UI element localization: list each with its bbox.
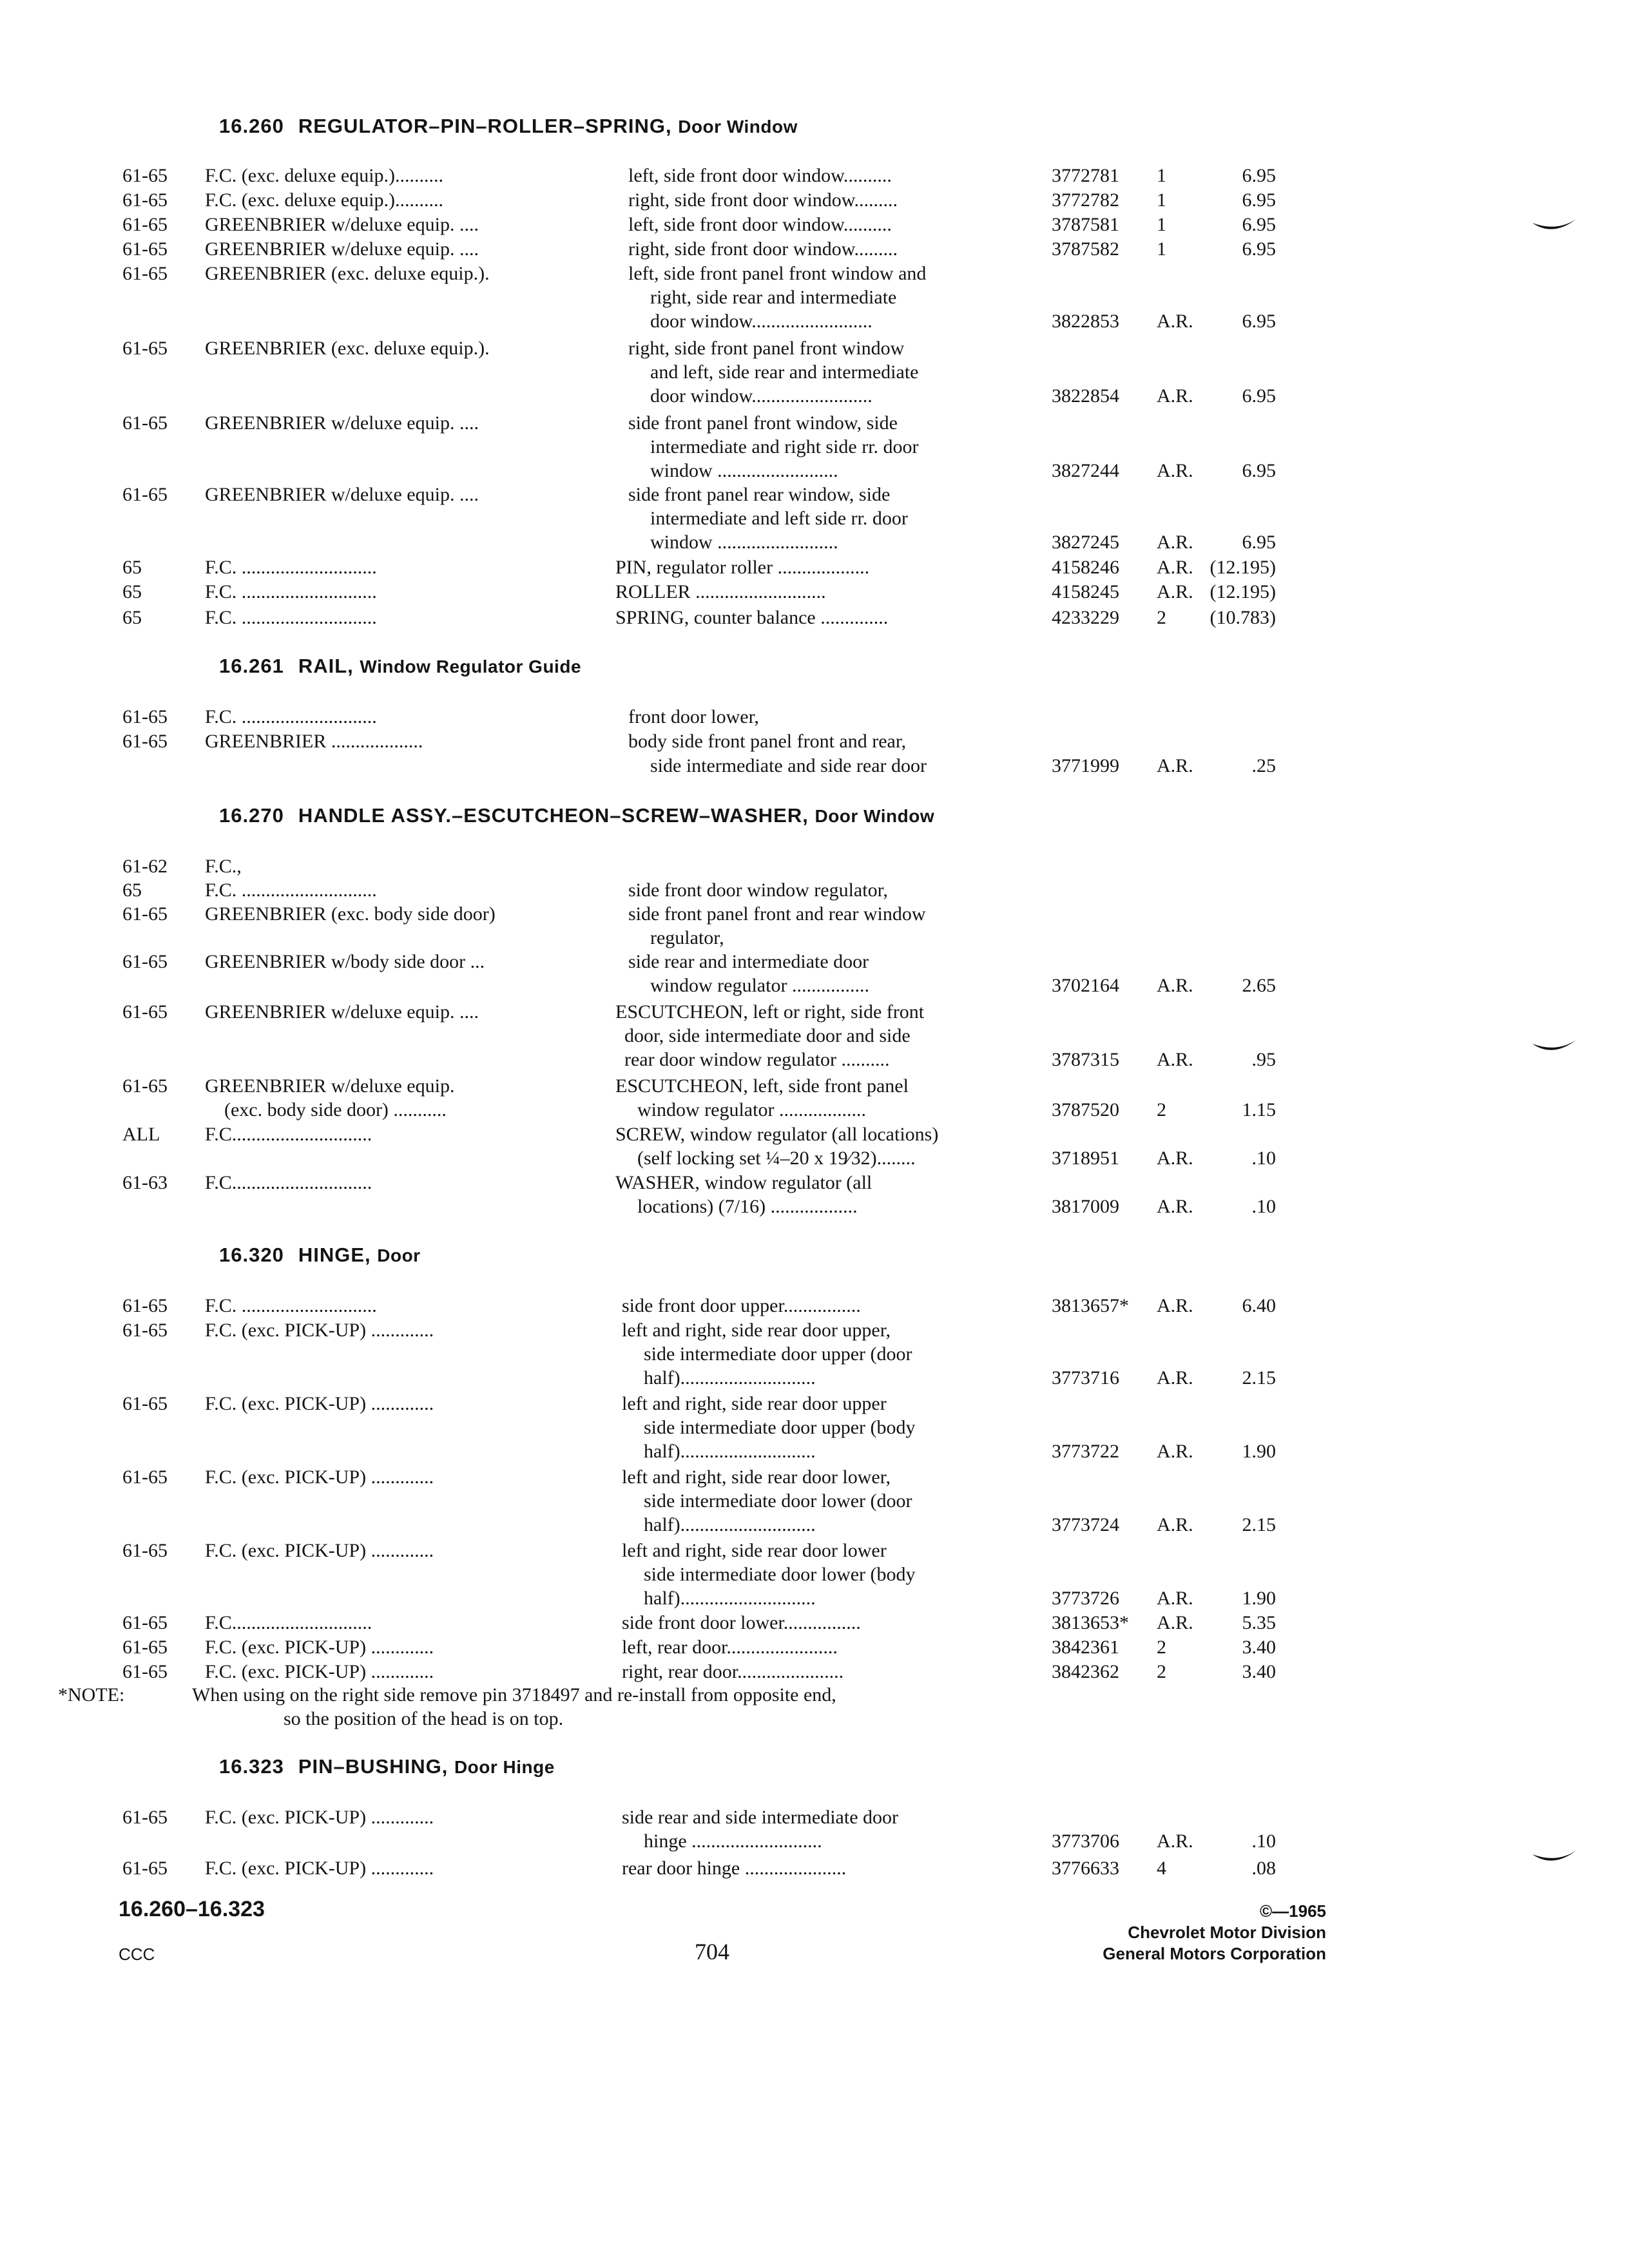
- row-quantity: A.R.: [1157, 1196, 1193, 1217]
- row-quantity: 2: [1157, 1661, 1166, 1682]
- row-part-number: 3842362: [1052, 1661, 1119, 1682]
- row-year: ALL: [122, 1124, 160, 1145]
- row-quantity: 1: [1157, 238, 1166, 260]
- row-part-number: 3773706: [1052, 1831, 1119, 1852]
- row-model: so the position of the head is on top.: [284, 1708, 564, 1729]
- row-model: F.C. (exc. deluxe equip.)..........: [205, 165, 444, 186]
- row-description: door, side intermediate door and side: [624, 1025, 911, 1046]
- row-description: half)............................: [644, 1441, 816, 1462]
- row-description: side front door window regulator,: [628, 879, 888, 901]
- row-price: .08: [1251, 1858, 1276, 1879]
- row-description: SPRING, counter balance ..............: [615, 607, 889, 628]
- row-model: GREENBRIER (exc. deluxe equip.).: [205, 338, 490, 359]
- row-model: GREENBRIER (exc. deluxe equip.).: [205, 263, 490, 284]
- row-model: F.C. (exc. PICK-UP) .............: [205, 1393, 434, 1414]
- row-description: WASHER, window regulator (all: [615, 1172, 872, 1193]
- section-heading: [219, 804, 934, 827]
- row-part-number: 3773726: [1052, 1588, 1119, 1609]
- row-price: 1.90: [1242, 1441, 1276, 1462]
- row-description: side intermediate door lower (body: [644, 1564, 916, 1585]
- row-model: F.C. ............................: [205, 1295, 377, 1316]
- row-description: side intermediate door upper (door: [644, 1343, 912, 1365]
- row-quantity: A.R.: [1157, 385, 1193, 407]
- row-description: side intermediate and side rear door: [650, 755, 927, 776]
- row-price: .25: [1251, 755, 1276, 776]
- row-description: side front door upper................: [622, 1295, 861, 1316]
- row-price: 6.95: [1242, 214, 1276, 235]
- row-year: 61-65: [122, 1637, 168, 1658]
- row-price: 6.95: [1242, 189, 1276, 211]
- row-year: 61-65: [122, 1807, 168, 1828]
- copyright-line: ©—1965: [1260, 1901, 1326, 1921]
- section-subtitle: Door Hinge: [454, 1757, 555, 1777]
- row-quantity: 1: [1157, 165, 1166, 186]
- row-year: 61-65: [122, 1320, 168, 1341]
- row-year: 61-63: [122, 1172, 168, 1193]
- row-price: 2.65: [1242, 975, 1276, 996]
- row-quantity: A.R.: [1157, 532, 1193, 553]
- row-part-number: 3842361: [1052, 1637, 1119, 1658]
- row-description: locations) (7/16) ..................: [637, 1196, 858, 1217]
- row-description: right, side front door window.........: [628, 189, 898, 211]
- row-quantity: A.R.: [1157, 1049, 1193, 1070]
- row-description: side intermediate door upper (body: [644, 1417, 916, 1438]
- row-model: GREENBRIER (exc. body side door): [205, 903, 496, 925]
- row-description: regulator,: [650, 927, 724, 948]
- row-description: right, rear door......................: [622, 1661, 844, 1682]
- row-part-number: 3822853: [1052, 311, 1119, 332]
- row-description: window regulator ..................: [637, 1099, 866, 1120]
- row-year: 61-65: [122, 951, 168, 972]
- row-description: and left, side rear and intermediate: [650, 361, 919, 383]
- row-year: 61-65: [122, 1001, 168, 1023]
- row-description: intermediate and left side rr. door: [650, 508, 908, 529]
- row-year: 61-62: [122, 856, 168, 877]
- row-description: left and right, side rear door upper: [622, 1393, 887, 1414]
- row-part-number: 4158245: [1052, 581, 1119, 602]
- row-quantity: A.R.: [1157, 1148, 1193, 1169]
- row-price: .10: [1251, 1196, 1276, 1217]
- section-subtitle: Door Window: [678, 117, 798, 137]
- row-year: 61-65: [122, 338, 168, 359]
- section-title: PIN–BUSHING,: [298, 1755, 448, 1778]
- row-quantity: 2: [1157, 607, 1166, 628]
- row-year: 61-65: [122, 165, 168, 186]
- row-model: F.C. (exc. PICK-UP) .............: [205, 1661, 434, 1682]
- row-model: F.C. ............................: [205, 607, 377, 628]
- row-year: 61-65: [122, 1393, 168, 1414]
- row-year: 65: [122, 607, 142, 628]
- row-price: 6.95: [1242, 238, 1276, 260]
- section-heading: [219, 1755, 555, 1778]
- corporation-line: General Motors Corporation: [1103, 1944, 1326, 1963]
- row-description: side rear and side intermediate door: [622, 1807, 898, 1828]
- row-price: (12.195): [1210, 557, 1276, 578]
- row-price: 2.15: [1242, 1367, 1276, 1389]
- row-price: 3.40: [1242, 1637, 1276, 1658]
- row-price: (10.783): [1210, 607, 1276, 628]
- row-description: side front panel rear window, side: [628, 484, 891, 505]
- footer-code: CCC: [119, 1945, 155, 1964]
- row-quantity: A.R.: [1157, 311, 1193, 332]
- row-model: F.C. ............................: [205, 557, 377, 578]
- row-description: body side front panel front and rear,: [628, 731, 907, 752]
- row-model: F.C. (exc. PICK-UP) .............: [205, 1807, 434, 1828]
- row-year: 61-65: [122, 1858, 168, 1879]
- row-quantity: A.R.: [1157, 460, 1193, 481]
- division-line: Chevrolet Motor Division: [1128, 1923, 1326, 1942]
- section-heading: [219, 115, 798, 138]
- section-number: 16.323: [219, 1755, 284, 1778]
- row-quantity: 1: [1157, 214, 1166, 235]
- row-description: rear door hinge .....................: [622, 1858, 847, 1879]
- row-description: left, rear door.......................: [622, 1637, 838, 1658]
- row-quantity: A.R.: [1157, 557, 1193, 578]
- row-model: F.C. ............................: [205, 581, 377, 602]
- row-model: GREENBRIER w/deluxe equip. ....: [205, 238, 479, 260]
- row-year: 61-65: [122, 238, 168, 260]
- section-subtitle: Door Window: [815, 806, 935, 826]
- row-model: F.C. (exc. PICK-UP) .............: [205, 1637, 434, 1658]
- row-part-number: 3718951: [1052, 1148, 1119, 1169]
- row-description: side rear and intermediate door: [628, 951, 869, 972]
- row-price: .10: [1251, 1831, 1276, 1852]
- row-quantity: A.R.: [1157, 581, 1193, 602]
- row-description: right, side rear and intermediate: [650, 287, 897, 308]
- row-quantity: A.R.: [1157, 1295, 1193, 1316]
- row-part-number: 3772782: [1052, 189, 1119, 211]
- section-number: 16.270: [219, 804, 284, 827]
- row-part-number: 3773722: [1052, 1441, 1119, 1462]
- row-model: F.C.............................: [205, 1172, 372, 1193]
- row-description: hinge ...........................: [644, 1831, 822, 1852]
- row-part-number: 3827244: [1052, 460, 1119, 481]
- row-model: F.C. ............................: [205, 879, 377, 901]
- row-price: 1.15: [1242, 1099, 1276, 1120]
- row-part-number: 3787520: [1052, 1099, 1119, 1120]
- row-description: side front panel front window, side: [628, 412, 898, 434]
- row-price: 6.95: [1242, 385, 1276, 407]
- row-description: half)............................: [644, 1367, 816, 1389]
- row-price: 6.40: [1242, 1295, 1276, 1316]
- row-price: .10: [1251, 1148, 1276, 1169]
- section-subtitle: Door: [377, 1245, 421, 1265]
- row-part-number: 3773724: [1052, 1514, 1119, 1535]
- row-year: 65: [122, 879, 142, 901]
- row-price: 3.40: [1242, 1661, 1276, 1682]
- row-part-number: 3702164: [1052, 975, 1119, 996]
- row-year: 61-65: [122, 189, 168, 211]
- section-title: RAIL,: [298, 655, 354, 677]
- row-quantity: A.R.: [1157, 1831, 1193, 1852]
- row-price: 6.95: [1242, 460, 1276, 481]
- section-number: 16.320: [219, 1244, 284, 1266]
- row-model: F.C. (exc. PICK-UP) .............: [205, 1320, 434, 1341]
- row-year: 61-65: [122, 214, 168, 235]
- row-quantity: 2: [1157, 1099, 1166, 1120]
- row-model: (exc. body side door) ...........: [224, 1099, 447, 1120]
- row-part-number: 3827245: [1052, 532, 1119, 553]
- row-price: .95: [1251, 1049, 1276, 1070]
- row-year: 61-65: [122, 1295, 168, 1316]
- row-model: GREENBRIER w/deluxe equip. ....: [205, 412, 479, 434]
- row-model: F.C. (exc. deluxe equip.)..........: [205, 189, 444, 211]
- row-description: right, side front door window.........: [628, 238, 898, 260]
- row-description: left and right, side rear door upper,: [622, 1320, 891, 1341]
- section-title: HINGE,: [298, 1244, 371, 1266]
- row-year: *NOTE:: [58, 1684, 125, 1706]
- row-part-number: 3817009: [1052, 1196, 1119, 1217]
- row-price: (12.195): [1210, 581, 1276, 602]
- row-description: left and right, side rear door lower,: [622, 1466, 891, 1488]
- row-year: 65: [122, 557, 142, 578]
- row-part-number: 3772781: [1052, 165, 1119, 186]
- row-price: 6.95: [1242, 311, 1276, 332]
- row-part-number: 4233229: [1052, 607, 1119, 628]
- row-description: intermediate and right side rr. door: [650, 436, 919, 457]
- row-price: 2.15: [1242, 1514, 1276, 1535]
- section-heading: [219, 1244, 421, 1267]
- row-description: window regulator ................: [650, 975, 869, 996]
- row-model: F.C. (exc. PICK-UP) .............: [205, 1466, 434, 1488]
- row-model: F.C.............................: [205, 1612, 372, 1633]
- row-quantity: 4: [1157, 1858, 1166, 1879]
- row-model: GREENBRIER w/deluxe equip.: [205, 1075, 455, 1097]
- row-price: 1.90: [1242, 1588, 1276, 1609]
- row-description: door window.........................: [650, 311, 872, 332]
- row-part-number: 3787582: [1052, 238, 1119, 260]
- row-model: GREENBRIER w/body side door ...: [205, 951, 485, 972]
- row-description: PIN, regulator roller ...................: [615, 557, 870, 578]
- row-description: window .........................: [650, 460, 838, 481]
- row-year: 61-65: [122, 263, 168, 284]
- row-description: door window.........................: [650, 385, 872, 407]
- row-description: SCREW, window regulator (all locations): [615, 1124, 939, 1145]
- row-year: 61-65: [122, 1540, 168, 1561]
- row-price: 5.35: [1242, 1612, 1276, 1633]
- row-quantity: A.R.: [1157, 1514, 1193, 1535]
- row-quantity: A.R.: [1157, 1588, 1193, 1609]
- row-part-number: 4158246: [1052, 557, 1119, 578]
- row-price: 6.95: [1242, 532, 1276, 553]
- binder-hole-mark-icon: [1531, 1849, 1577, 1866]
- row-model: GREENBRIER ...................: [205, 731, 423, 752]
- row-description: side front door lower................: [622, 1612, 861, 1633]
- row-model: F.C. (exc. PICK-UP) .............: [205, 1858, 434, 1879]
- row-year: 61-65: [122, 1661, 168, 1682]
- row-description: half)............................: [644, 1588, 816, 1609]
- row-year: 61-65: [122, 731, 168, 752]
- row-description: left, side front door window..........: [628, 165, 892, 186]
- row-quantity: A.R.: [1157, 1612, 1193, 1633]
- row-model: F.C. (exc. PICK-UP) .............: [205, 1540, 434, 1561]
- row-part-number: 3813653*: [1052, 1612, 1129, 1633]
- row-description: ESCUTCHEON, left or right, side front: [615, 1001, 925, 1023]
- row-description: right, side front panel front window: [628, 338, 905, 359]
- binder-hole-mark-icon: [1531, 1039, 1577, 1055]
- row-year: 65: [122, 581, 142, 602]
- row-description: ESCUTCHEON, left, side front panel: [615, 1075, 909, 1097]
- row-description: left, side front door window..........: [628, 214, 892, 235]
- row-year: 61-65: [122, 1466, 168, 1488]
- row-description: left, side front panel front window and: [628, 263, 927, 284]
- section-number: 16.260: [219, 115, 284, 137]
- row-year: 61-65: [122, 1075, 168, 1097]
- row-part-number: 3787315: [1052, 1049, 1119, 1070]
- row-quantity: A.R.: [1157, 755, 1193, 776]
- row-year: 61-65: [122, 903, 168, 925]
- row-model: When using on the right side remove pin 3718497 and re-install from opposite end,: [192, 1684, 836, 1706]
- row-model: F.C.............................: [205, 1124, 372, 1145]
- row-quantity: 2: [1157, 1637, 1166, 1658]
- row-part-number: 3771999: [1052, 755, 1119, 776]
- row-part-number: 3773716: [1052, 1367, 1119, 1389]
- footer-publisher: [1103, 1901, 1326, 1965]
- row-model: F.C. ............................: [205, 706, 377, 727]
- row-part-number: 3813657*: [1052, 1295, 1129, 1316]
- row-quantity: 1: [1157, 189, 1166, 211]
- row-quantity: A.R.: [1157, 1367, 1193, 1389]
- row-description: rear door window regulator ..........: [624, 1049, 890, 1070]
- row-description: window .........................: [650, 532, 838, 553]
- row-description: front door lower,: [628, 706, 759, 727]
- row-quantity: A.R.: [1157, 975, 1193, 996]
- row-model: GREENBRIER w/deluxe equip. ....: [205, 484, 479, 505]
- row-part-number: 3776633: [1052, 1858, 1119, 1879]
- row-description: (self locking set ¼–20 x 19⁄32)........: [637, 1148, 916, 1169]
- row-model: GREENBRIER w/deluxe equip. ....: [205, 1001, 479, 1023]
- row-model: GREENBRIER w/deluxe equip. ....: [205, 214, 479, 235]
- row-part-number: 3822854: [1052, 385, 1119, 407]
- row-model: F.C.,: [205, 856, 242, 877]
- row-description: ROLLER ...........................: [615, 581, 826, 602]
- row-description: half)............................: [644, 1514, 816, 1535]
- row-description: left and right, side rear door lower: [622, 1540, 887, 1561]
- row-description: side front panel front and rear window: [628, 903, 926, 925]
- section-number: 16.261: [219, 655, 284, 677]
- section-title: REGULATOR–PIN–ROLLER–SPRING,: [298, 115, 672, 137]
- section-subtitle: Window Regulator Guide: [360, 657, 582, 677]
- section-title: HANDLE ASSY.–ESCUTCHEON–SCREW–WASHER,: [298, 804, 809, 827]
- binder-hole-mark-icon: [1531, 218, 1577, 235]
- row-year: 61-65: [122, 484, 168, 505]
- footer-section-range: 16.260–16.323: [119, 1897, 265, 1921]
- row-year: 61-65: [122, 412, 168, 434]
- section-heading: [219, 655, 581, 678]
- row-description: side intermediate door lower (door: [644, 1490, 912, 1512]
- row-quantity: A.R.: [1157, 1441, 1193, 1462]
- page-number: 704: [695, 1939, 729, 1965]
- row-part-number: 3787581: [1052, 214, 1119, 235]
- row-year: 61-65: [122, 706, 168, 727]
- row-year: 61-65: [122, 1612, 168, 1633]
- row-price: 6.95: [1242, 165, 1276, 186]
